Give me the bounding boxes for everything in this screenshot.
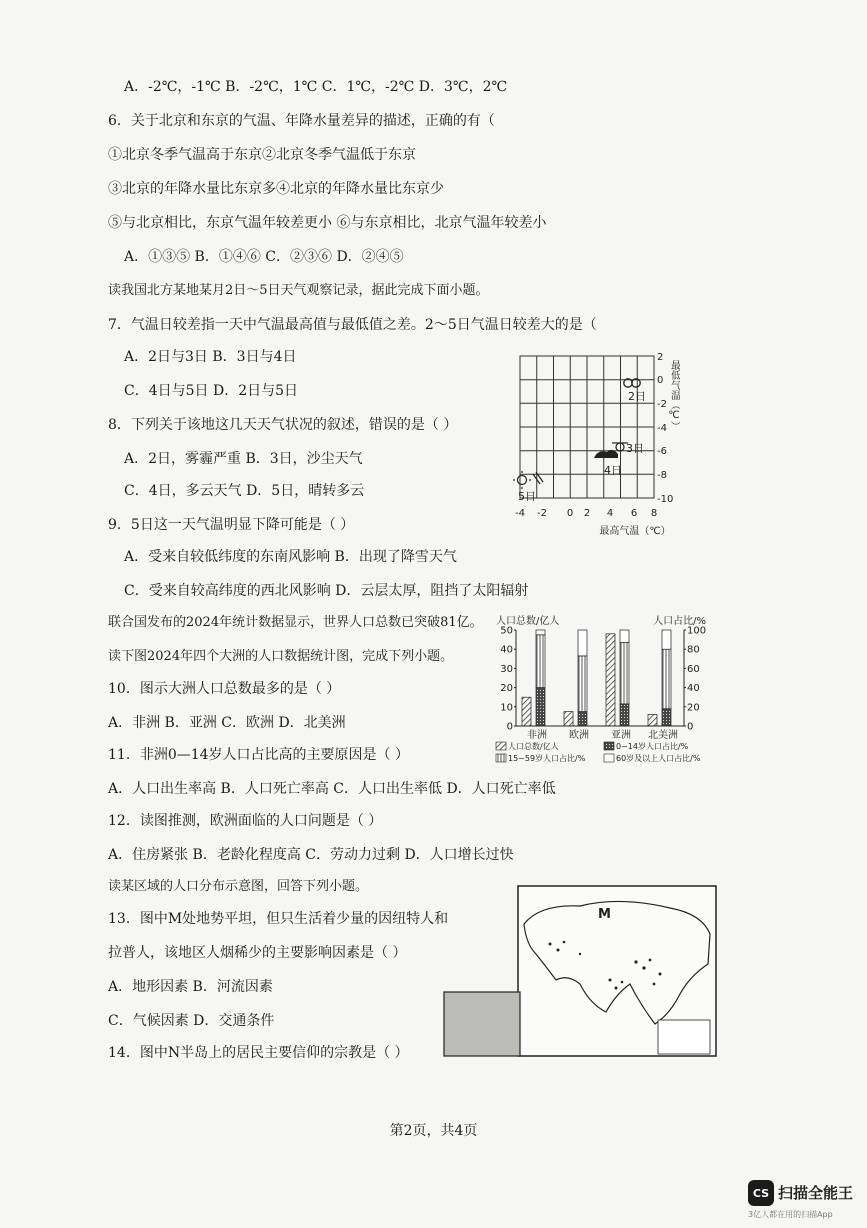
bar-age-share bbox=[578, 712, 587, 726]
x-tick: 8 bbox=[650, 508, 658, 519]
intro-q10a: 联合国发布的2024年统计数据显示，世界人口总数已突破81亿。 bbox=[108, 615, 483, 630]
intro-q7: 读我国北方某地某月2日～5日天气观察记录，据此完成下面小题。 bbox=[108, 283, 489, 298]
x-tick: 4 bbox=[606, 508, 614, 519]
q13-options-ab: A．地形因素 B．河流因素 bbox=[108, 979, 273, 995]
bar-age-share bbox=[620, 704, 629, 726]
q6-options: A．①③⑤ B．①④⑥ C．②③⑥ D．②④⑤ bbox=[124, 249, 404, 265]
bar-age-share bbox=[578, 630, 587, 656]
bar-age-share bbox=[536, 630, 545, 635]
chart-legend bbox=[496, 741, 701, 763]
y-tick-right: 100 bbox=[687, 625, 707, 637]
question-13a: 13．图中M处地势平坦，但只生活着少量的因纽特人和 bbox=[108, 911, 449, 927]
sun-symbol-icon bbox=[513, 471, 543, 489]
weather-ylabel: 最低气温（℃） bbox=[668, 360, 680, 431]
population-map bbox=[440, 884, 722, 1060]
y-tick-left: 10 bbox=[500, 702, 513, 714]
q6-statement-3: ⑤与北京相比，东京气温年较差更小 ⑥与东京相比，北京气温年较差小 bbox=[108, 215, 547, 231]
y-tick: -10 bbox=[657, 494, 674, 505]
category-label: 非洲 bbox=[527, 730, 547, 741]
question-14: 14．图中N半岛上的居民主要信仰的宗教是（ ） bbox=[108, 1045, 409, 1061]
bar-age-share bbox=[662, 649, 671, 709]
q9-options-cd: C．受来自较高纬度的西北风影响 D．云层太厚，阻挡了太阳辐射 bbox=[124, 583, 529, 599]
y-tick-right: 40 bbox=[687, 683, 700, 695]
point-label-3: 3日 bbox=[626, 442, 644, 455]
bar-age-share bbox=[662, 630, 671, 649]
legend-0-14: 0~14岁人口占比/% bbox=[616, 742, 689, 751]
bar-total-population bbox=[522, 697, 531, 726]
category-label: 亚洲 bbox=[611, 730, 631, 741]
bar-total-population bbox=[606, 634, 615, 726]
question-9: 9．5日这一天气温明显下降可能是（ ） bbox=[108, 517, 355, 533]
legend-60plus: 60岁及以上人口占比/% bbox=[616, 754, 701, 763]
y-tick: -2 bbox=[657, 399, 667, 410]
weather-chart bbox=[500, 350, 680, 540]
brand-name: 扫描全能王 bbox=[778, 1184, 854, 1202]
y-tick-right: 80 bbox=[687, 644, 700, 656]
q5-options: A．-2℃，-1℃ B．-2℃，1℃ C．1℃，-2℃ D．3℃，2℃ bbox=[124, 79, 508, 95]
legend-total: 人口总数/亿人 bbox=[508, 742, 559, 751]
weather-grid bbox=[520, 356, 654, 498]
bar-age-share bbox=[578, 656, 587, 712]
map-legend-box bbox=[658, 1020, 710, 1054]
y-tick-left: 40 bbox=[500, 644, 513, 656]
y-tick: -4 bbox=[657, 423, 667, 434]
q12-options: A．住房紧张 B．老龄化程度高 C．劳动力过剩 D．人口增长过快 bbox=[108, 847, 514, 863]
ylabel-left: 人口总数/亿人 bbox=[496, 616, 560, 627]
legend-15-59: 15~59岁人口占比/% bbox=[508, 754, 586, 763]
y-tick-right: 0 bbox=[687, 721, 694, 733]
bar-total-population bbox=[564, 712, 573, 726]
intro-q13: 读某区域的人口分布示意图，回答下列小题。 bbox=[108, 879, 369, 894]
x-tick: -2 bbox=[537, 508, 547, 519]
q7-options-ab: A．2日与3日 B．3日与4日 bbox=[124, 349, 297, 365]
bar-age-share bbox=[620, 642, 629, 703]
q9-options-ab: A．受来自较低纬度的东南风影响 B．出现了降雪天气 bbox=[124, 549, 457, 565]
y-tick: 2 bbox=[657, 352, 664, 363]
q6-statement-1: ①北京冬季气温高于东京②北京冬季气温低于东京 bbox=[108, 147, 416, 163]
point-label-4: 4日 bbox=[604, 464, 622, 477]
category-label: 北美洲 bbox=[648, 730, 678, 741]
x-tick: 0 bbox=[566, 508, 574, 519]
y-tick-left: 30 bbox=[500, 663, 513, 675]
question-13b: 拉普人，该地区人烟稀少的主要影响因素是（ ） bbox=[108, 945, 407, 961]
ylabel-right: 人口占比/% bbox=[653, 616, 706, 627]
q11-options: A．人口出生率高 B．人口死亡率高 C．人口出生率低 D．人口死亡率低 bbox=[108, 781, 556, 797]
y-tick-left: 50 bbox=[500, 625, 513, 637]
question-6: 6．关于北京和东京的气温、年降水量差异的描述，正确的有（ bbox=[108, 113, 495, 129]
weather-x-ticks bbox=[515, 508, 657, 519]
x-tick: -4 bbox=[515, 508, 525, 519]
q6-statement-2: ③北京的年降水量比东京多④北京的年降水量比东京少 bbox=[108, 181, 444, 197]
map-label-m: M bbox=[598, 907, 611, 922]
scanner-brand bbox=[748, 1180, 863, 1220]
page-footer: 第2页，共4页 bbox=[389, 1123, 478, 1139]
question-8: 8．下列关于该地这几天天气状况的叙述，错误的是（ ） bbox=[108, 417, 458, 433]
category-label: 欧洲 bbox=[569, 730, 589, 741]
point-label-5: 5日 bbox=[518, 490, 536, 503]
q8-options-ab: A．2日，雾霾严重 B．3日，沙尘天气 bbox=[124, 451, 363, 467]
intro-q10b: 读下图2024年四个大洲的人口数据统计图，完成下列小题。 bbox=[108, 649, 454, 664]
bar-age-share bbox=[536, 688, 545, 726]
q13-options-cd: C．气候因素 D．交通条件 bbox=[108, 1013, 275, 1029]
q10-options: A．非洲 B．亚洲 C．欧洲 D．北美洲 bbox=[108, 715, 346, 731]
y-tick: 0 bbox=[657, 375, 664, 386]
y-tick-right: 20 bbox=[687, 702, 700, 714]
point-label-2: 2日 bbox=[628, 390, 646, 403]
map-inset bbox=[444, 992, 520, 1056]
y-tick-left: 20 bbox=[500, 683, 513, 695]
weather-xlabel: 最高气温（℃） bbox=[599, 526, 671, 537]
q7-options-cd: C．4日与5日 D．2日与5日 bbox=[124, 383, 299, 399]
brand-tagline: 3亿人都在用的扫描App bbox=[748, 1210, 833, 1219]
y-tick: -6 bbox=[657, 446, 667, 457]
camscanner-logo-icon: CS bbox=[748, 1180, 774, 1206]
population-chart bbox=[488, 614, 714, 766]
y-tick: -8 bbox=[657, 470, 667, 481]
bar-age-share bbox=[620, 630, 629, 642]
bar-age-share bbox=[662, 709, 671, 726]
y-tick-left: 0 bbox=[506, 721, 513, 733]
q8-options-cd: C．4日，多云天气 D．5日，晴转多云 bbox=[124, 483, 365, 499]
x-tick: 6 bbox=[630, 508, 638, 519]
question-10: 10．图示大洲人口总数最多的是（ ） bbox=[108, 681, 341, 697]
question-12: 12．读图推测，欧洲面临的人口问题是（ ） bbox=[108, 813, 383, 829]
bar-total-population bbox=[648, 714, 657, 726]
question-7: 7．气温日较差指一天中气温最高值与最低值之差。2～5日气温日较差大的是（ bbox=[108, 317, 597, 333]
bar-age-share bbox=[536, 635, 545, 688]
question-11: 11．非洲0—14岁人口占比高的主要原因是（ ） bbox=[108, 747, 409, 763]
x-tick: 2 bbox=[583, 508, 591, 519]
y-tick-right: 60 bbox=[687, 663, 700, 675]
